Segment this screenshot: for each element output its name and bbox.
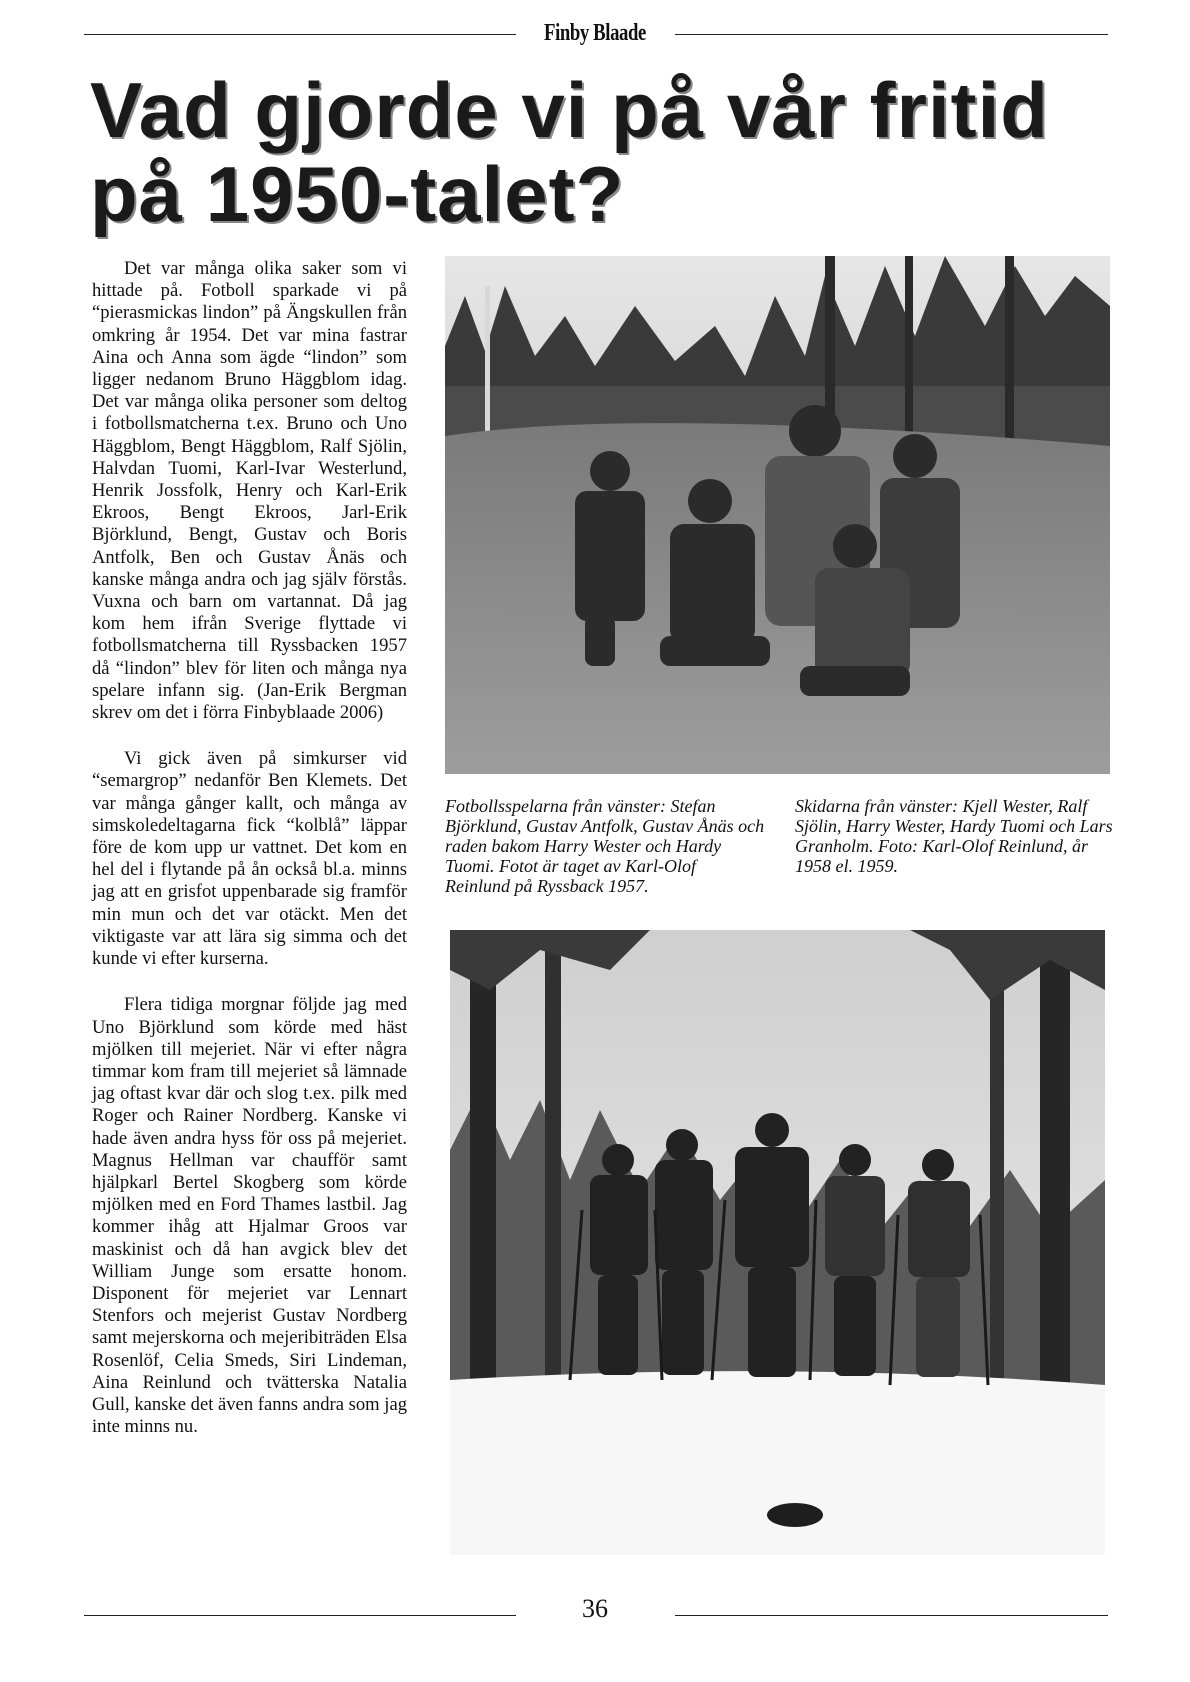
publication-name: Finby Blaade bbox=[544, 20, 646, 46]
header-rule-right bbox=[675, 34, 1108, 35]
paragraph-dairy: Flera tidiga morgnar följde jag med Uno Björklund som körde med häst mjölken till mejeriet. När vi efter några timmar kom fram till mejeriet så lämnade jag oftast kvar där och slog t.ex. pilk med Roger och Rainer Nordberg. Kanske vi hade även andra hyss för oss på mejeriet. Magnus Hellman var chaufför samt hjälpkarl Bertel Skogberg som körde mjölken med en Ford Thames lastbil. Jag kommer ihåg att Hjalmar Groos var maskinist och då han avgick blev det William Junge som ersatte honom. Disponent för mejeriet var Lennart Stenfors och mejerist Gustav Nordberg samt mejerskorna och mejeribiträden Elsa Rosenlöf, Celia Smeds, Siri Lindeman, Aina Reinlund och tvätterska Natalia Gull, kanske det även fanns andra som jag inte minns nu. bbox=[92, 994, 407, 1438]
footer-rule-right bbox=[675, 1615, 1108, 1616]
article-title: Vad gjorde vi på vår fritid på 1950-talet? bbox=[90, 66, 1049, 238]
football-photo bbox=[445, 256, 1110, 774]
article-body bbox=[92, 258, 407, 1462]
paragraph-swimming: Vi gick även på simkurser vid “semargrop” nedanför Ben Klemets. Det var många gånger kallt, och många av simskoledeltagarna fick “kolblå” läppar före de kom upp ur vattnet. Det kom en hel del i flytande på ån också bl.a. minns jag att en grisfot uppenbarade sig framför min mun och det var otäckt. Men det viktigaste var att lära sig simma och det kunde vi efter kurserna. bbox=[92, 748, 407, 970]
skiing-photo-caption: Skidarna från vänster: Kjell Wester, Ralf Sjölin, Harry Wester, Hardy Tuomi och Lars Granholm. Foto: Karl-Olof Reinlund, år 1958 el. 1959. bbox=[795, 796, 1113, 876]
football-photo-caption: Fotbollsspelarna från vänster: Stefan Björklund, Gustav Antfolk, Gustav Ånäs och raden bakom Harry Wester och Hardy Tuomi. Fotot är taget av Karl-Olof Reinlund på Ryssback 1957. bbox=[445, 796, 765, 896]
paragraph-football: Det var många olika saker som vi hittade på. Fotboll sparkade vi på “pierasmickas lindon” på Ängskullen från omkring år 1954. Det var mina fastrar Aina och Anna som ägde “lindon” som ligger nedanom Bruno Häggblom idag. Det var många olika personer som deltog i fotbollsmatcherna t.ex. Bruno och Uno Häggblom, Bengt Häggblom, Ralf Sjölin, Halvdan Tuomi, Karl-Ivar Westerlund, Henrik Jossfolk, Henry och Karl-Erik Ekroos, Bengt Ekroos, Jarl-Erik Björklund, Bengt, Gustav och Boris Antfolk, Ben och Gustav Ånäs och kanske många andra och jag själv förstås. Vuxna och barn om vartannat. Då jag kom hem ifrån Sverige flyttade vi fotbollsmatcherna till Ryssbacken 1957 då “lindon” blev för liten och många nya spelare infann sig. (Jan-Erik Bergman skrev om det i förra Finbyblaade 2006) bbox=[92, 258, 407, 724]
page-number: 36 bbox=[582, 1594, 608, 1623]
skiing-photo bbox=[450, 930, 1105, 1555]
